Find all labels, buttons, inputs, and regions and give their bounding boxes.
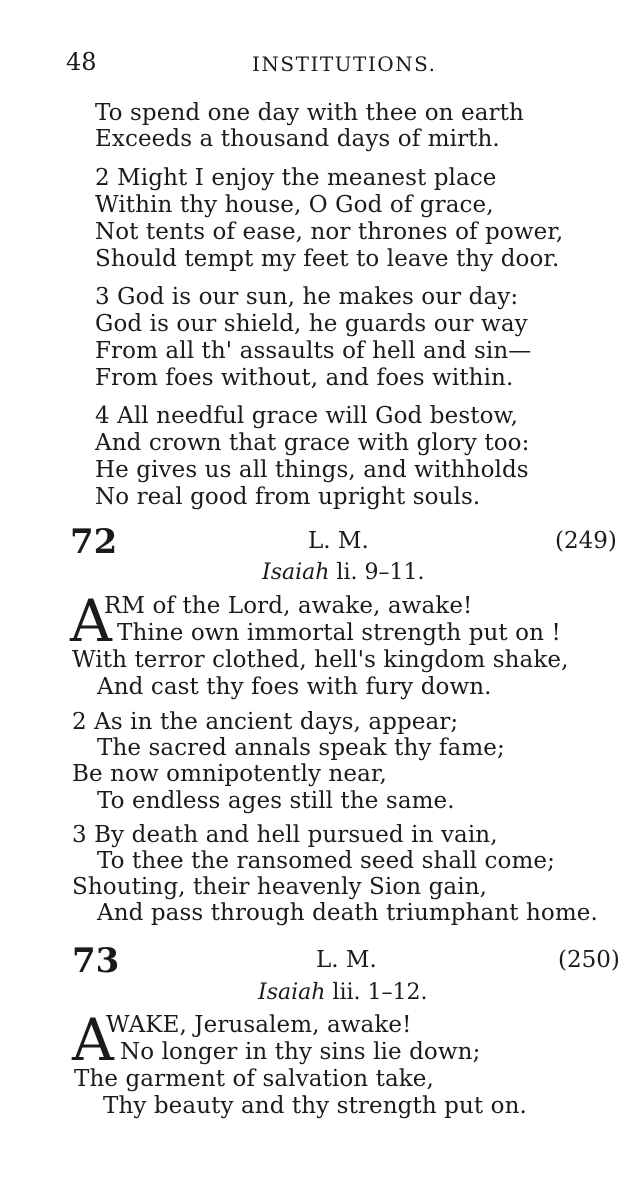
verse-line: To endless ages still the same.	[97, 788, 455, 814]
verse-line: Not tents of ease, nor thrones of power,	[95, 219, 564, 245]
verse-line: Be now omnipotently near,	[72, 761, 387, 787]
verse-line: No longer in thy sins lie down;	[120, 1039, 481, 1065]
verse-line: 2 As in the ancient days, appear;	[72, 709, 459, 735]
verse-line: He gives us all things, and withholds	[95, 457, 529, 483]
scripture-reference	[262, 560, 424, 585]
page-number: 48	[66, 48, 97, 76]
verse-line: 4 All needful grace will God bestow,	[95, 403, 518, 429]
verse-line: Should tempt my feet to leave thy door.	[95, 246, 560, 272]
verse-line: Shouting, their heavenly Sion gain,	[72, 874, 488, 900]
verse-line: To thee the ransomed seed shall come;	[97, 848, 555, 874]
verse-line: God is our shield, he guards our way	[95, 311, 528, 337]
verse-line: From all th' assaults of hell and sin—	[95, 338, 532, 364]
scripture-reference	[258, 980, 428, 1005]
hymn-reference: (250)	[558, 947, 620, 973]
verse-line: To spend one day with thee on earth	[95, 100, 524, 126]
hymn-meter: L. M.	[316, 947, 377, 973]
verse-line: And pass through death triumphant home.	[97, 900, 598, 926]
drop-cap: A	[72, 1006, 114, 1074]
verse-line: 2 Might I enjoy the meanest place	[95, 165, 497, 191]
verse-line: The garment of salvation take,	[74, 1066, 434, 1092]
verse-line: From foes without, and foes within.	[95, 365, 514, 391]
verse-line: WAKE, Jerusalem, awake!	[106, 1012, 412, 1038]
running-title: INSTITUTIONS.	[252, 52, 437, 76]
hymn-number: 73	[72, 941, 120, 981]
scripture-verses: li. 9–11.	[336, 560, 425, 585]
verse-line: Thy beauty and thy strength put on.	[103, 1093, 527, 1119]
hymn-number: 72	[70, 522, 118, 562]
scripture-verses: lii. 1–12.	[332, 980, 428, 1005]
verse-line: Thine own immortal strength put on !	[117, 620, 561, 646]
verse-line: Exceeds a thousand days of mirth.	[95, 126, 500, 152]
verse-line: With terror clothed, hell's kingdom shake,	[72, 647, 569, 673]
verse-line: No real good from upright souls.	[95, 484, 481, 510]
verse-line: 3 God is our sun, he makes our day:	[95, 284, 519, 310]
verse-line: Within thy house, O God of grace,	[95, 192, 494, 218]
verse-line: 3 By death and hell pursued in vain,	[72, 822, 498, 848]
scripture-book: Isaiah	[258, 980, 326, 1005]
verse-line: And crown that grace with glory too:	[95, 430, 530, 456]
drop-cap: A	[70, 587, 112, 655]
verse-line: The sacred annals speak thy fame;	[97, 735, 505, 761]
hymn-reference: (249)	[555, 528, 617, 554]
hymn-meter: L. M.	[308, 528, 369, 554]
verse-line: RM of the Lord, awake, awake!	[104, 593, 473, 619]
verse-line: And cast thy foes with fury down.	[97, 674, 492, 700]
scripture-book: Isaiah	[262, 560, 330, 585]
